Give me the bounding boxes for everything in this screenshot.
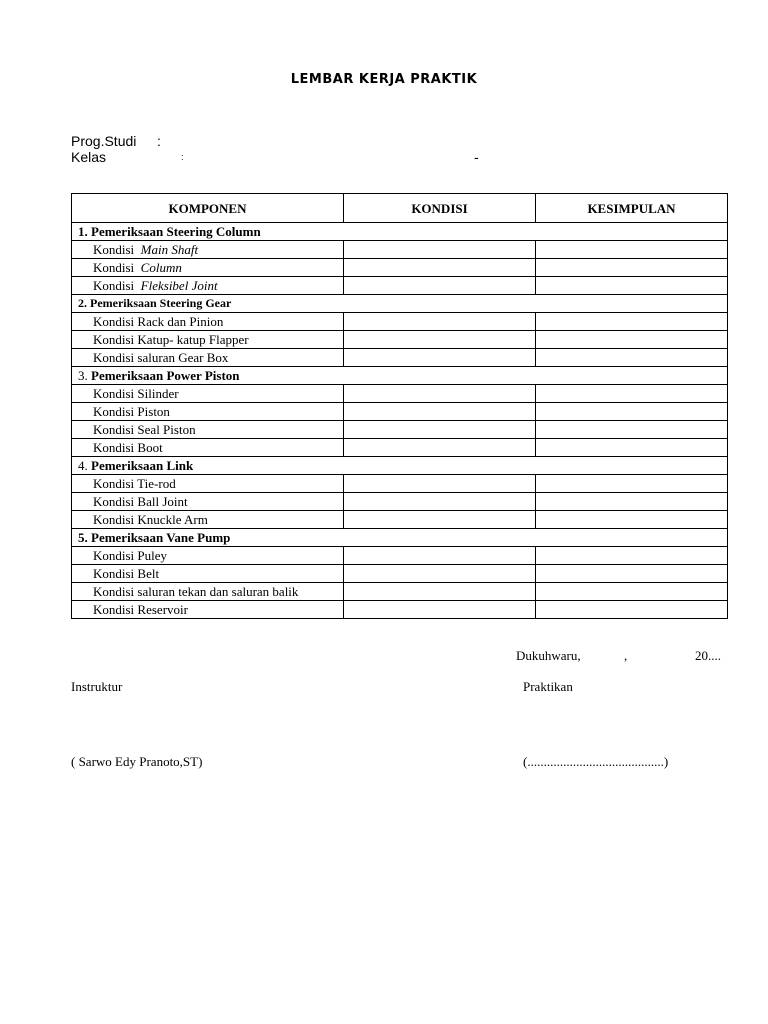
item-name: Kondisi Seal Piston	[93, 422, 196, 437]
table-row	[72, 241, 728, 259]
kondisi-cell[interactable]	[344, 403, 536, 421]
kesimpulan-cell[interactable]	[536, 349, 728, 367]
signature-year: 20....	[695, 648, 721, 663]
table-row	[72, 475, 728, 493]
section-row	[72, 529, 728, 547]
item-name: Kondisi saluran Gear Box	[93, 350, 229, 365]
signature-date-comma: ,	[624, 648, 628, 663]
section-number: 1.	[78, 224, 88, 239]
table-row	[72, 331, 728, 349]
header-kesimpulan: KESIMPULAN	[536, 194, 728, 223]
komponen-cell	[72, 385, 344, 403]
praktikan-name: (..........................................)	[523, 754, 669, 769]
kondisi-cell[interactable]	[344, 349, 536, 367]
item-prefix: Kondisi	[93, 242, 135, 257]
table-row	[72, 601, 728, 619]
item-name: Column	[140, 260, 182, 275]
worksheet-table	[71, 193, 728, 619]
komponen-cell	[72, 583, 344, 601]
section-title	[72, 457, 728, 475]
komponen-cell	[72, 565, 344, 583]
kondisi-cell[interactable]	[344, 565, 536, 583]
table-row	[72, 547, 728, 565]
komponen-cell	[72, 403, 344, 421]
section-title-text: Pemeriksaan Steering Column	[91, 224, 261, 239]
item-name: Kondisi Katup- katup Flapper	[93, 332, 249, 347]
instruktur-label: Instruktur	[71, 679, 123, 694]
item-name: Kondisi Knuckle Arm	[93, 512, 208, 527]
section-title-text: Pemeriksaan Power Piston	[91, 368, 240, 383]
kondisi-cell[interactable]	[344, 421, 536, 439]
kesimpulan-cell[interactable]	[536, 439, 728, 457]
item-name: Kondisi Silinder	[93, 386, 179, 401]
kesimpulan-cell[interactable]	[536, 511, 728, 529]
section-title-text: Pemeriksaan Vane Pump	[91, 530, 231, 545]
header-komponen: KOMPONEN	[72, 194, 344, 223]
kondisi-cell[interactable]	[344, 493, 536, 511]
header-kondisi: KONDISI	[344, 194, 536, 223]
kondisi-cell[interactable]	[344, 331, 536, 349]
kelas-dash: -	[474, 149, 479, 165]
item-name: Kondisi Boot	[93, 440, 163, 455]
section-title-text: Pemeriksaan Link	[91, 458, 194, 473]
kondisi-cell[interactable]	[344, 511, 536, 529]
table-row	[72, 493, 728, 511]
table-row	[72, 403, 728, 421]
item-name: Kondisi Puley	[93, 548, 168, 563]
section-number: 3.	[78, 368, 88, 383]
kondisi-cell[interactable]	[344, 601, 536, 619]
item-name: Kondisi Belt	[93, 566, 160, 581]
instruktur-name: ( Sarwo Edy Pranoto,ST)	[71, 754, 203, 769]
komponen-cell	[72, 421, 344, 439]
kelas-label: Kelas	[71, 149, 107, 165]
page-title: LEMBAR KERJA PRAKTIK	[290, 72, 478, 87]
kondisi-cell[interactable]	[344, 583, 536, 601]
section-row	[72, 223, 728, 241]
signature-place: Dukuhwaru,	[516, 648, 581, 663]
kesimpulan-cell[interactable]	[536, 403, 728, 421]
kesimpulan-cell[interactable]	[536, 331, 728, 349]
praktikan-label: Praktikan	[523, 679, 573, 694]
kesimpulan-cell[interactable]	[536, 277, 728, 295]
kondisi-cell[interactable]	[344, 277, 536, 295]
section-title	[72, 295, 728, 313]
item-name: Kondisi Rack dan Pinion	[93, 314, 224, 329]
prog-studi-row	[71, 133, 161, 149]
kesimpulan-cell[interactable]	[536, 565, 728, 583]
section-number: 4.	[78, 458, 88, 473]
komponen-cell	[72, 349, 344, 367]
kesimpulan-cell[interactable]	[536, 601, 728, 619]
table-row	[72, 259, 728, 277]
kesimpulan-cell[interactable]	[536, 313, 728, 331]
kesimpulan-cell[interactable]	[536, 583, 728, 601]
section-number: 2.	[78, 296, 87, 310]
section-row	[72, 457, 728, 475]
item-name: Fleksibel Joint	[140, 278, 218, 293]
section-title	[72, 367, 728, 385]
table-header-row	[72, 194, 728, 223]
section-row	[72, 295, 728, 313]
kondisi-cell[interactable]	[344, 547, 536, 565]
table-row	[72, 439, 728, 457]
kesimpulan-cell[interactable]	[536, 493, 728, 511]
kondisi-cell[interactable]	[344, 313, 536, 331]
item-name: Kondisi Reservoir	[93, 602, 188, 617]
komponen-cell	[72, 439, 344, 457]
item-name: Main Shaft	[140, 242, 199, 257]
table-row	[72, 511, 728, 529]
section-number: 5.	[78, 530, 88, 545]
komponen-cell	[72, 547, 344, 565]
table-row	[72, 385, 728, 403]
kesimpulan-cell[interactable]	[536, 475, 728, 493]
komponen-cell	[72, 313, 344, 331]
table-row	[72, 583, 728, 601]
kesimpulan-cell[interactable]	[536, 547, 728, 565]
item-name: Kondisi saluran tekan dan saluran balik	[93, 584, 299, 599]
table-row	[72, 277, 728, 295]
item-name: Kondisi Piston	[93, 404, 170, 419]
section-title-text: Pemeriksaan Steering Gear	[90, 296, 232, 310]
table-row	[72, 313, 728, 331]
item-name: Kondisi Ball Joint	[93, 494, 188, 509]
table-body	[72, 223, 728, 619]
kondisi-cell[interactable]	[344, 439, 536, 457]
komponen-cell	[72, 601, 344, 619]
kondisi-cell[interactable]	[344, 259, 536, 277]
kesimpulan-cell[interactable]	[536, 259, 728, 277]
kondisi-cell[interactable]	[344, 241, 536, 259]
komponen-cell	[72, 241, 344, 259]
table-row	[72, 421, 728, 439]
komponen-cell	[72, 493, 344, 511]
komponen-cell	[72, 331, 344, 349]
item-prefix: Kondisi	[93, 260, 135, 275]
section-title	[72, 529, 728, 547]
komponen-cell	[72, 475, 344, 493]
item-prefix: Kondisi	[93, 278, 135, 293]
section-row	[72, 367, 728, 385]
kesimpulan-cell[interactable]	[536, 385, 728, 403]
prog-studi-colon: :	[157, 133, 161, 149]
kondisi-cell[interactable]	[344, 475, 536, 493]
komponen-cell	[72, 511, 344, 529]
kesimpulan-cell[interactable]	[536, 241, 728, 259]
kesimpulan-cell[interactable]	[536, 421, 728, 439]
kelas-row	[71, 149, 479, 165]
komponen-cell	[72, 277, 344, 295]
kelas-colon: :	[181, 152, 184, 162]
kondisi-cell[interactable]	[344, 385, 536, 403]
section-title	[72, 223, 728, 241]
item-name: Kondisi Tie-rod	[93, 476, 176, 491]
komponen-cell	[72, 259, 344, 277]
table-row	[72, 349, 728, 367]
table-row	[72, 565, 728, 583]
prog-studi-label: Prog.Studi	[71, 133, 137, 149]
